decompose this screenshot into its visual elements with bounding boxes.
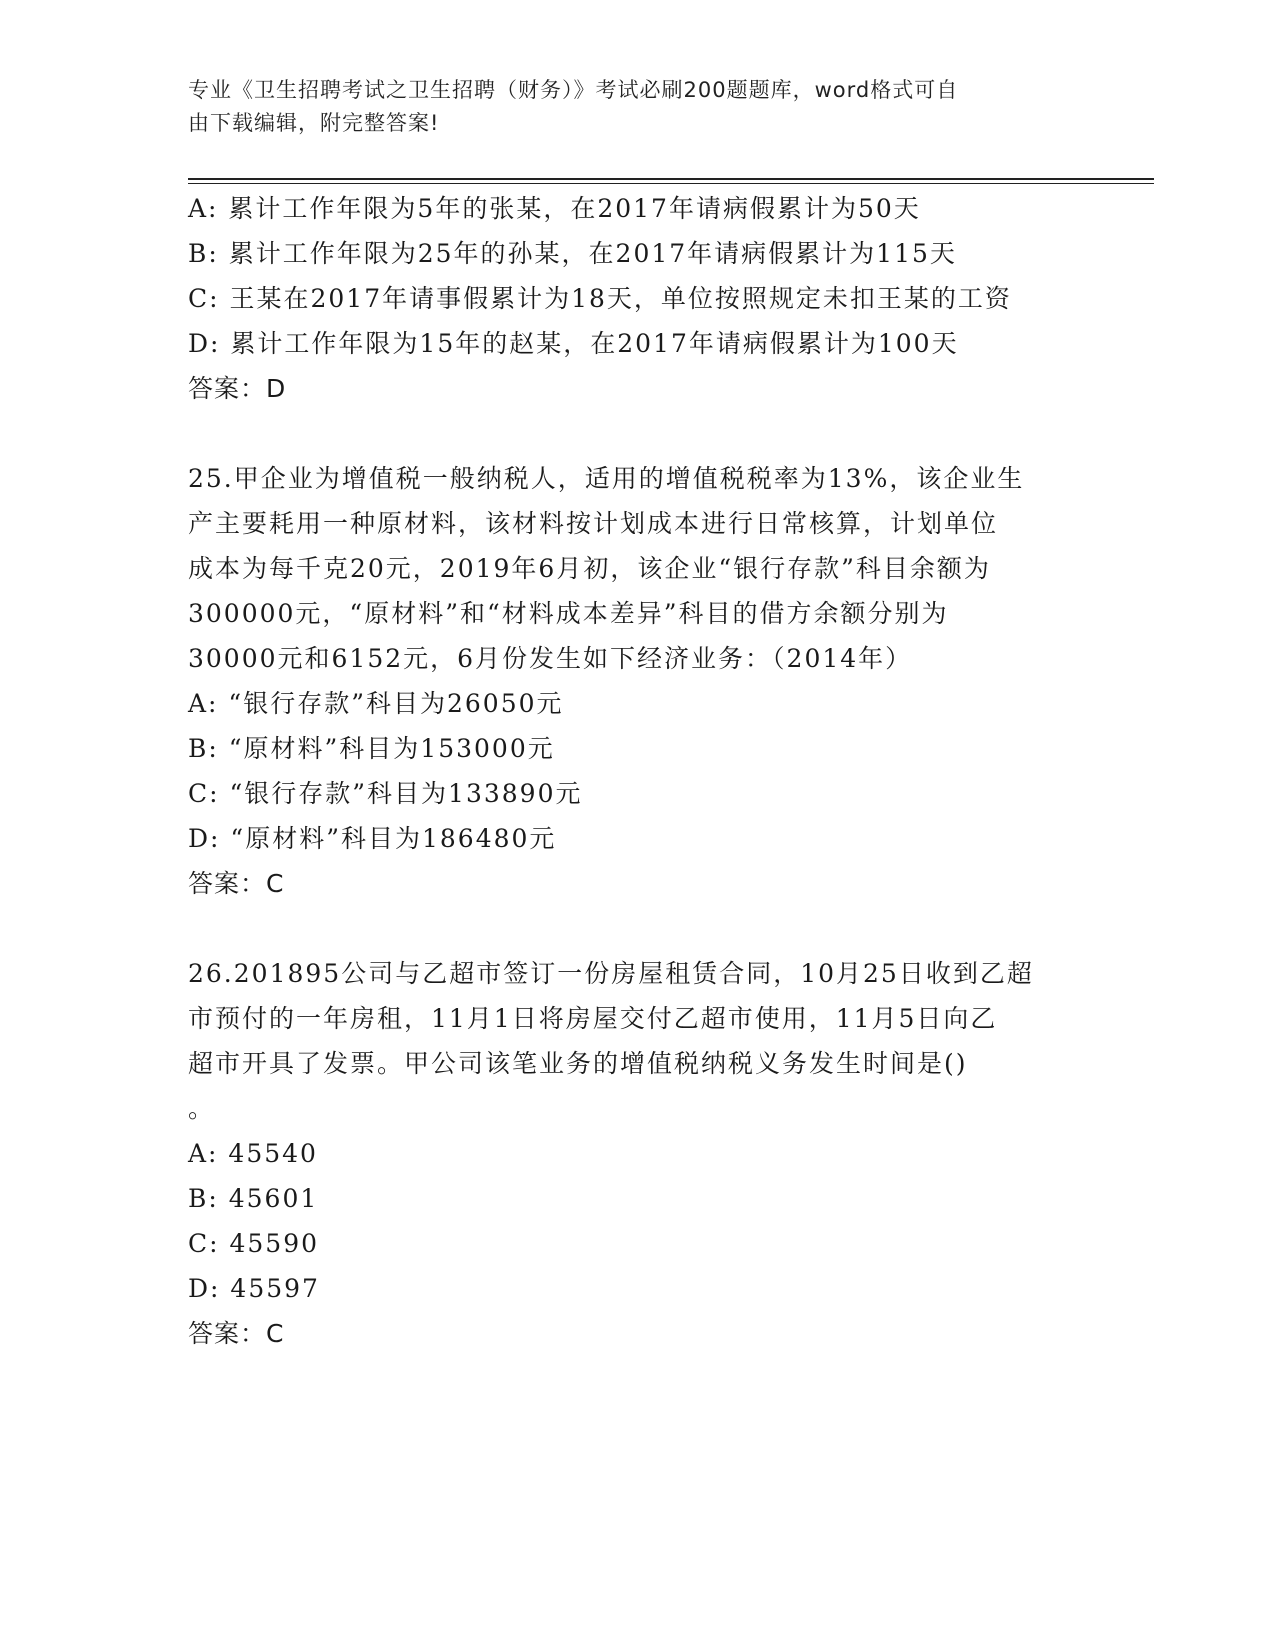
answer: 答案：C [188,869,285,898]
question-stem-line: 25.甲企业为增值税一般纳税人，适用的增值税税率为13%，该企业生 [188,464,1025,493]
option-b: B: 45601 [188,1184,319,1213]
question-26 [188,951,1088,1356]
question-stem-line: 30000元和6152元，6月份发生如下经济业务：（2014年） [188,644,913,673]
question-content [188,186,1088,1356]
answer: 答案：C [188,1319,285,1348]
option-a: A: “银行存款”科目为26050元 [188,689,564,718]
question-24 [188,186,1088,411]
document-header [188,74,1068,140]
option-c: C: 45590 [188,1229,320,1258]
option-a: A: 累计工作年限为5年的张某，在2017年请病假累计为50天 [188,194,921,223]
question-stem-line: 300000元，“原材料”和“材料成本差异”科目的借方余额分别为 [188,599,949,628]
option-d: D: “原材料”科目为186480元 [188,824,557,853]
question-stem-line: 超市开具了发票。甲公司该笔业务的增值税纳税义务发生时间是() [188,1049,968,1078]
spacer [188,411,1088,456]
question-stem-line: 26.201895公司与乙超市签订一份房屋租赁合同，10月25日收到乙超 [188,959,1034,988]
question-stem-line: 成本为每千克20元，2019年6月初，该企业“银行存款”科目余额为 [188,554,991,583]
option-d: D: 45597 [188,1274,320,1303]
option-d: D: 累计工作年限为15年的赵某，在2017年请病假累计为100天 [188,329,959,358]
header-line-1: 专业《卫生招聘考试之卫生招聘（财务）》考试必刷200题题库，word格式可自 [188,78,959,102]
option-b: B: 累计工作年限为25年的孙某，在2017年请病假累计为115天 [188,239,957,268]
option-b: B: “原材料”科目为153000元 [188,734,555,763]
question-stem-line: 市预付的一年房租，11月1日将房屋交付乙超市使用，11月5日向乙 [188,1004,998,1033]
question-stem-line: 产主要耗用一种原材料，该材料按计划成本进行日常核算，计划单位 [188,509,999,538]
header-rule-thin [188,183,1154,184]
header-rule-thick [188,178,1154,180]
option-a: A: 45540 [188,1139,318,1168]
header-line-2: 由下载编辑，附完整答案! [188,111,440,135]
option-c: C: “银行存款”科目为133890元 [188,779,583,808]
answer: 答案：D [188,374,287,403]
option-c: C: 王某在2017年请事假累计为18天，单位按照规定未扣王某的工资 [188,284,1012,313]
question-25 [188,456,1088,906]
spacer [188,906,1088,951]
question-stem-line: 。 [188,1094,214,1123]
